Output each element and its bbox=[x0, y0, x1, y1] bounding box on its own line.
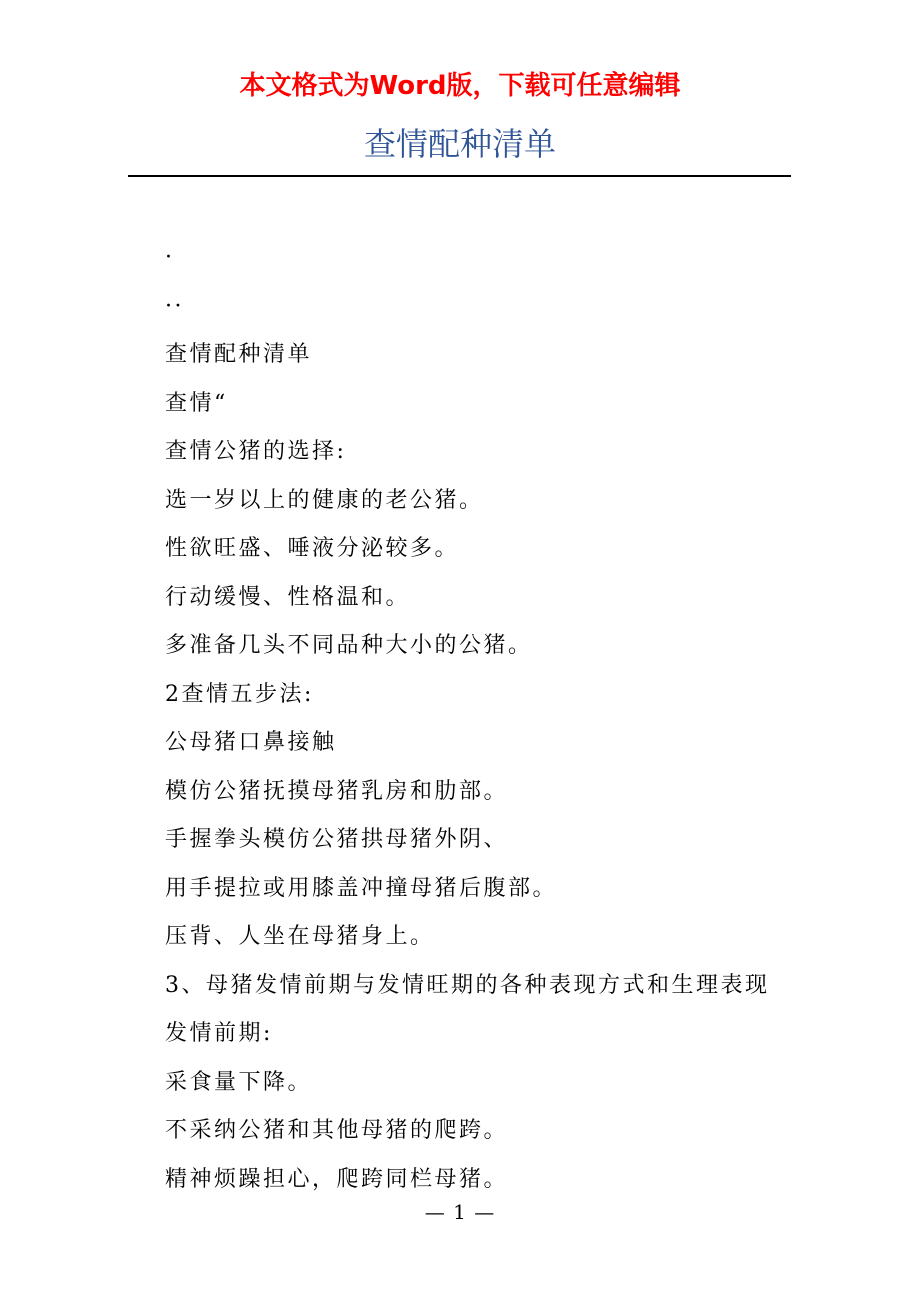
body-line: 选一岁以上的健康的老公猪。 bbox=[165, 487, 484, 513]
document-title: 查情配种清单 bbox=[363, 125, 556, 163]
body-line: 性欲旺盛、唾液分泌较多。 bbox=[165, 536, 460, 561]
body-line: 2查情五步法: bbox=[165, 681, 314, 707]
body-line: 精神烦躁担心，爬跨同栏母猪。 bbox=[165, 1166, 509, 1192]
body-line-heading: 查情配种清单 bbox=[165, 342, 313, 367]
body-line: 查情“ bbox=[165, 390, 228, 416]
body-line: 公母猪口鼻接触 bbox=[165, 730, 337, 755]
body-line: 用手提拉或用膝盖冲撞母猪后腹部。 bbox=[165, 875, 558, 901]
body-line: 行动缓慢、性格温和。 bbox=[165, 584, 411, 610]
body-line-dot-2: ·· bbox=[165, 293, 184, 319]
body-line: 模仿公猪抚摸母猪乳房和肋部。 bbox=[165, 778, 509, 804]
body-line: 查情公猪的选择: bbox=[165, 439, 347, 464]
body-line: 多准备几头不同品种大小的公猪。 bbox=[165, 633, 533, 658]
body-line: 采食量下降。 bbox=[165, 1069, 313, 1095]
body-line: 3、母猪发情前期与发情旺期的各种表现方式和生理表现 bbox=[165, 972, 770, 998]
page-number: — 1 — bbox=[424, 1200, 496, 1224]
body-line: 压背、人坐在母猪身上。 bbox=[165, 924, 435, 949]
title-divider bbox=[128, 175, 791, 177]
body-line: 手握拳头模仿公猪拱母猪外阴、 bbox=[165, 827, 509, 852]
body-line: 发情前期: bbox=[165, 1021, 273, 1046]
format-notice-banner: 本文格式为Word版，下载可任意编辑 bbox=[239, 71, 681, 101]
document-body bbox=[165, 234, 805, 1204]
body-line-dot-1: · bbox=[165, 245, 175, 270]
body-line: 不采纳公猪和其他母猪的爬跨。 bbox=[165, 1118, 509, 1143]
